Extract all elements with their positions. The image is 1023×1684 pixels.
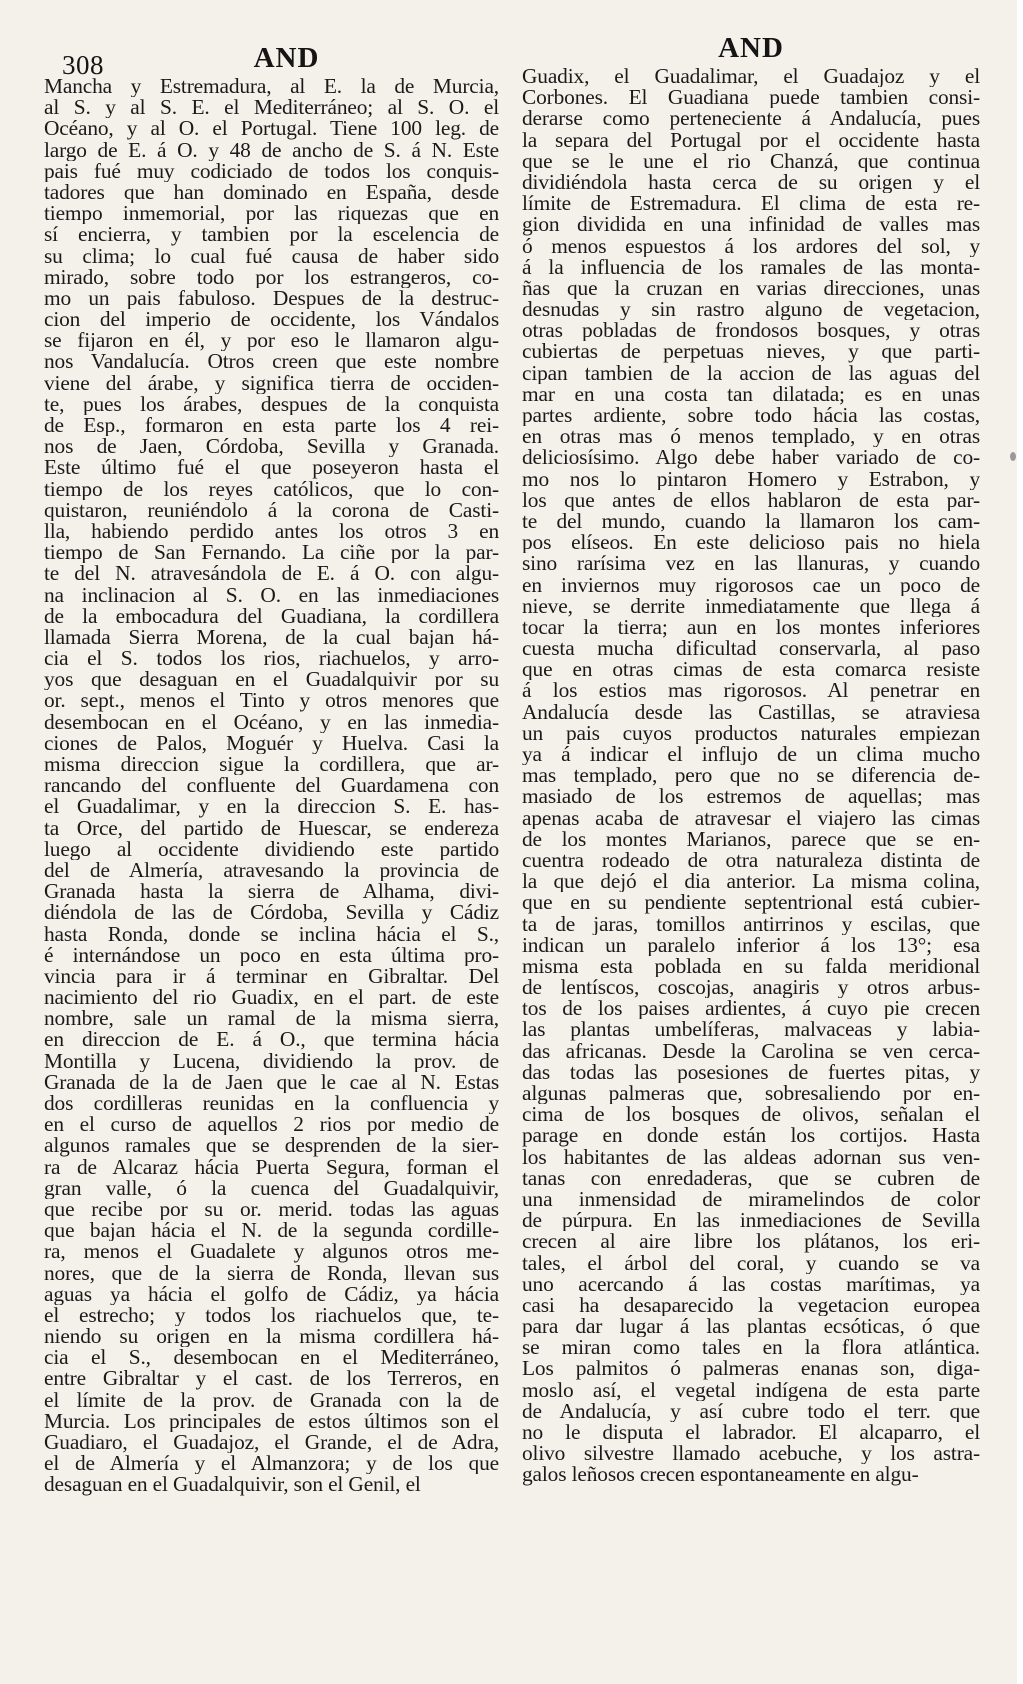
text-line: viene del árabe, y significa tierra de occiden- bbox=[44, 372, 499, 394]
text-line: ciones de Palos, Moguér y Huelva. Casi la bbox=[44, 732, 499, 754]
text-line: moslo así, el vegetal indígena de esta parte bbox=[522, 1379, 980, 1401]
text-line: ra, menos el Guadalete y algunos otros me- bbox=[44, 1241, 499, 1263]
text-line: crecen al aire libre los plátanos, los eri- bbox=[522, 1231, 980, 1253]
text-line: el de Almería y el Almanzora; y de los que bbox=[44, 1453, 499, 1475]
right-column-text bbox=[522, 66, 980, 1486]
text-line: para dar lugar á las plantas ecsóticas, ó que bbox=[522, 1316, 980, 1338]
text-line: que en otras cimas de esta comarca resiste bbox=[522, 659, 980, 681]
text-line: de Andalucía, y así cubre todo el terr. que bbox=[522, 1400, 980, 1422]
text-line: una inmensidad de miramelindos de color bbox=[522, 1188, 980, 1211]
text-line: algunos ramales que se desprenden de la sier- bbox=[44, 1135, 499, 1157]
text-line: en direccion de E. á O., que termina hácia bbox=[44, 1029, 499, 1051]
text-line: masiado de los estremos de aquellas; mas bbox=[522, 786, 980, 808]
text-line: Los palmitos ó palmeras enanas son, diga- bbox=[522, 1358, 980, 1380]
text-line: das todas las posesiones de fuertes pitas, y bbox=[522, 1061, 980, 1083]
text-line: límite de Estremadura. El clima de esta re- bbox=[522, 193, 980, 215]
text-line: que bajan hácia el N. de la segunda cordille- bbox=[44, 1220, 499, 1242]
text-line: nos Vandalucía. Otros creen que este nombre bbox=[44, 351, 499, 373]
text-line: que se le une el rio Chanzá, que continua bbox=[522, 150, 980, 172]
text-line: ta de jaras, tomillos antirrinos y escilas, que bbox=[522, 913, 980, 935]
text-line: al S. y al S. E. el Mediterráneo; al S. O. el bbox=[44, 97, 499, 119]
text-line: su clima; lo cual fué causa de haber sido bbox=[44, 245, 499, 267]
text-line: dividiéndola hasta cerca de su origen y el bbox=[522, 171, 980, 194]
text-line: indican un paralelo inferior á los 13°; esa bbox=[522, 934, 980, 956]
text-line: pais fué muy codiciado de todos los conquis- bbox=[44, 160, 499, 182]
text-line: ta Orce, del partido de Huescar, se endereza bbox=[44, 817, 499, 839]
text-line: Murcia. Los principales de estos últimos son el bbox=[44, 1410, 499, 1432]
text-line: en inviernos muy rigorosos cae un poco de bbox=[522, 574, 980, 596]
text-line: or. sept., menos el Tinto y otros menores que bbox=[44, 690, 499, 712]
text-line: tanas con enredaderas, que se cubren de bbox=[522, 1167, 980, 1189]
text-line: de Esp., formaron en esta parte los 4 rei- bbox=[44, 415, 499, 437]
text-line: cuesta mucha dificultad conservarla, al paso bbox=[522, 638, 980, 660]
text-line: nos de Jaen, Córdoba, Sevilla y Granada. bbox=[44, 436, 499, 458]
text-line: cubiertas de perpetuas nieves, y que parti- bbox=[522, 341, 980, 363]
text-line: te del mundo, cuando la llamaron los cam- bbox=[522, 510, 980, 533]
text-line: de lentíscos, coscojas, anagiris y otros arbus- bbox=[522, 977, 980, 999]
text-line: desembocan en el Océano, y en las inmedia- bbox=[44, 711, 499, 733]
text-line: sino rarísima vez en las llanuras, y cuando bbox=[522, 553, 980, 575]
text-line: pos elíseos. En este delicioso pais no hiela bbox=[522, 532, 980, 554]
text-line: lla, habiendo perdido antes los otros 3 en bbox=[44, 520, 499, 543]
text-line: mo un pais fabuloso. Despues de la destruc- bbox=[44, 287, 499, 310]
text-line: se miran como tales en la flora atlántica. bbox=[522, 1337, 980, 1359]
left-running-head: AND bbox=[253, 42, 320, 74]
text-line: Granada de la de Jaen que le cae al N. Estas bbox=[44, 1071, 499, 1093]
text-line: gran valle, ó la cuenca del Guadalquivir, bbox=[44, 1177, 499, 1199]
text-line: de púrpura. En las inmediaciones de Sevilla bbox=[522, 1210, 980, 1232]
text-line: cipan tambien de la accion de las aguas del bbox=[522, 362, 980, 384]
text-line: á la influencia de los ramales de las monta- bbox=[522, 256, 980, 278]
text-line: gion dividida en una infinidad de valles mas bbox=[522, 214, 980, 236]
text-line: los habitantes de las aldeas adornan sus ven- bbox=[522, 1146, 980, 1168]
text-line: que recibe por su or. merid. todas las aguas bbox=[44, 1198, 499, 1221]
left-column bbox=[44, 0, 499, 1684]
text-line: nores, que de la sierra de Ronda, llevan sus bbox=[44, 1262, 499, 1284]
text-line: parage en donde están los cortijos. Hasta bbox=[522, 1125, 980, 1147]
text-line: quistaron, reuniéndolo á la corona de Casti- bbox=[44, 499, 499, 521]
text-line: Guadiaro, el Guadajoz, el Grande, el de Adra, bbox=[44, 1432, 499, 1454]
text-line: ñas que la cruzan en varias direcciones, unas bbox=[522, 277, 980, 300]
text-line: das africanas. Desde la Carolina se ven cerca- bbox=[522, 1040, 980, 1062]
text-line: casi ha desaparecido la vegetacion europea bbox=[522, 1294, 980, 1317]
text-line: ya á indicar el influjo de un clima mucho bbox=[522, 744, 980, 766]
text-line: derarse como perteneciente á Andalucía, pues bbox=[522, 108, 980, 130]
text-line: la que dejó el dia anterior. La misma colina, bbox=[522, 871, 980, 893]
text-line: cima de los bosques de olivos, señalan el bbox=[522, 1104, 980, 1126]
text-line: rancando del confluente del Guardamena con bbox=[44, 775, 499, 797]
text-line: la separa del Portugal por el occidente hasta bbox=[522, 129, 980, 151]
text-line: partes ardiente, sobre todo hácia las costas, bbox=[522, 405, 980, 427]
text-line: á los estios mas rigorosos. Al penetrar en bbox=[522, 680, 980, 702]
text-line: misma direccion sigue la cordillera, que ar- bbox=[44, 754, 499, 776]
text-line: Océano, y al O. el Portugal. Tiene 100 leg. de bbox=[44, 118, 499, 140]
text-line: te, pues los árabes, despues de la conquista bbox=[44, 393, 499, 415]
text-line: luego al occidente dividiendo este partido bbox=[44, 838, 499, 860]
text-line: misma esta poblada en su falda meridional bbox=[522, 955, 980, 978]
text-line: diéndola de las de Córdoba, Sevilla y Cádiz bbox=[44, 902, 499, 924]
text-line: deliciosísimo. Algo debe haber variado de co- bbox=[522, 447, 980, 469]
right-running-head: AND bbox=[718, 32, 784, 64]
text-line: algunas palmeras que, sobresaliendo por en- bbox=[522, 1083, 980, 1105]
text-line: niendo su origen en la misma cordillera há- bbox=[44, 1326, 499, 1348]
right-column bbox=[522, 0, 980, 1684]
text-line: nacimiento del rio Guadix, en el part. de este bbox=[44, 987, 499, 1009]
text-line: tiempo de San Fernando. La ciñe por la par- bbox=[44, 542, 499, 564]
text-line: entre Gibraltar y el cast. de los Terreros, en bbox=[44, 1368, 499, 1390]
text-line: Andalucía desde las Castillas, se atraviesa bbox=[522, 701, 980, 723]
text-line: te del N. atravesándola de E. á O. con algu- bbox=[44, 563, 499, 585]
text-line: ra de Alcaraz hácia Puerta Segura, forman el bbox=[44, 1156, 499, 1178]
text-line: llamada Sierra Morena, de la cual bajan há- bbox=[44, 626, 499, 649]
text-line: dos cordilleras reunidas en la confluencia y bbox=[44, 1093, 499, 1115]
text-line: otras pobladas de frondosos bosques, y otras bbox=[522, 320, 980, 342]
text-line: que en su pendiente septentrional está cubier- bbox=[522, 892, 980, 914]
text-line: tos de los paises ardientes, á cuyo pie crecen bbox=[522, 998, 980, 1020]
text-line: Granada hasta la sierra de Alhama, divi- bbox=[44, 881, 499, 903]
text-line: galos leñosos crecen espontaneamente en algu- bbox=[522, 1464, 919, 1486]
text-line: cion del imperio de occidente, los Vándalos bbox=[44, 309, 499, 331]
text-line: hasta Ronda, donde se inclina hácia el S., bbox=[44, 923, 499, 945]
text-line: mirado, sobre todo por los estrangeros, co- bbox=[44, 266, 499, 288]
text-line: tiempo inmemorial, por las riquezas que en bbox=[44, 203, 499, 225]
text-line: ó menos espuestos á los ardores del sol, y bbox=[522, 235, 980, 257]
text-line: en el curso de aquellos 2 rios por medio de bbox=[44, 1114, 499, 1136]
text-line: desaguan en el Guadalquivir, son el Genil, el bbox=[44, 1474, 421, 1496]
text-line: mar en una costa tan dilatada; es en unas bbox=[522, 383, 980, 405]
text-line: na inclinacion al S. O. en las inmediaciones bbox=[44, 584, 499, 606]
text-line: aguas ya hácia el golfo de Cádiz, ya hácia bbox=[44, 1283, 499, 1305]
text-line: tiempo de los reyes católicos, que lo con- bbox=[44, 478, 499, 500]
text-line: Corbones. El Guadiana puede tambien consi- bbox=[522, 87, 980, 109]
text-line: cuentra rodeado de otra naturaleza distinta de bbox=[522, 849, 980, 872]
text-line: de la embocadura del Guadiana, la cordillera bbox=[44, 605, 499, 627]
text-line: cia el S. todos los rios, riachuelos, y arro- bbox=[44, 648, 499, 670]
text-line: las plantas umbelíferas, malvaceas y labia- bbox=[522, 1019, 980, 1041]
text-line: é internándose un poco en esta última pro- bbox=[44, 944, 499, 966]
text-line: tocar la tierra; aun en los montes inferiores bbox=[522, 616, 980, 639]
page-number: 308 bbox=[62, 50, 104, 80]
text-line: el límite de la prov. de Granada con la de bbox=[44, 1389, 499, 1411]
text-line: en otras mas ó menos templado, y en otras bbox=[522, 426, 980, 448]
text-line: cia el S., desembocan en el Mediterráneo, bbox=[44, 1347, 499, 1369]
text-line: desnudas y sin rastro alguno de vegetacion, bbox=[522, 299, 980, 321]
paper-speck bbox=[1010, 452, 1016, 461]
text-line: tales, el árbol del coral, y cuando se va bbox=[522, 1252, 980, 1274]
text-line: nieve, se derrite inmediatamente que llega á bbox=[522, 595, 980, 617]
text-line: apenas acaba de atravesar el viajero las cimas bbox=[522, 807, 980, 829]
text-line: un pais cuyos productos naturales empiezan bbox=[522, 722, 980, 744]
left-column-text bbox=[44, 76, 499, 1496]
text-line: el Guadalimar, y en la direccion S. E. has- bbox=[44, 796, 499, 818]
text-line: del de Almería, atravesando la provincia de bbox=[44, 859, 499, 882]
text-line: el estrecho; y todos los riachuelos que, te- bbox=[44, 1304, 499, 1327]
text-line: vincia para ir á terminar en Gibraltar. Del bbox=[44, 965, 499, 988]
text-line: mas templado, pero que no se diferencia de- bbox=[522, 765, 980, 787]
text-line: los que antes de ellos hablaron de esta par- bbox=[522, 489, 980, 511]
text-line: mo nos lo pintaron Homero y Estrabon, y bbox=[522, 468, 980, 490]
text-line: sí encierra, y tambien por la escelencia de bbox=[44, 224, 499, 246]
text-line: yos que desaguan en el Guadalquivir por su bbox=[44, 669, 499, 691]
text-line: de los montes Marianos, parece que se en- bbox=[522, 828, 980, 850]
text-line: nombre, sale un ramal de la misma sierra, bbox=[44, 1008, 499, 1030]
text-line: Montilla y Lucena, dividiendo la prov. de bbox=[44, 1050, 499, 1072]
text-line: tadores que han dominado en España, desde bbox=[44, 181, 499, 204]
text-line: largo de E. á O. y 48 de ancho de S. á N. Este bbox=[44, 139, 499, 161]
text-line: no le disputa el labrador. El alcaparro, el bbox=[522, 1422, 980, 1444]
page-edge bbox=[1017, 0, 1023, 1684]
text-line: olivo silvestre llamado acebuche, y los astra- bbox=[522, 1443, 980, 1465]
text-line: Guadix, el Guadalimar, el Guadajoz y el bbox=[522, 66, 980, 88]
text-line: se fijaron en él, y por eso le llamaron algu- bbox=[44, 330, 499, 352]
text-line: Mancha y Estremadura, al E. la de Murcia, bbox=[44, 76, 499, 98]
text-line: uno acercando á las costas marítimas, ya bbox=[522, 1273, 980, 1295]
text-line: Este último fué el que poseyeron hasta el bbox=[44, 457, 499, 479]
